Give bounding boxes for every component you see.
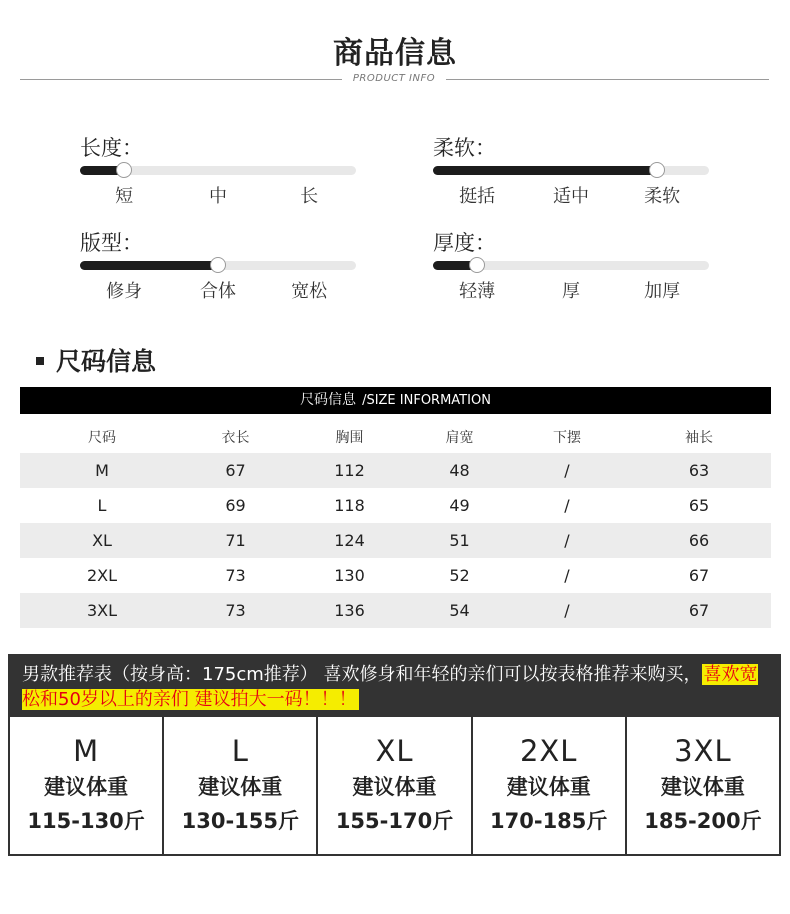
attribute-option: 合体	[200, 281, 236, 302]
recommendation-label: 建议体重	[506, 775, 591, 799]
table-cell: 3XL	[20, 593, 184, 628]
attribute-options	[433, 182, 709, 210]
table-cell: M	[20, 453, 184, 488]
recommendation-size: 3XL	[674, 734, 732, 768]
table-cell: 112	[287, 453, 412, 488]
attribute-label: 版型：	[80, 231, 143, 255]
square-bullet-icon	[36, 357, 44, 365]
table-cell: 118	[334, 496, 365, 515]
table-row	[20, 593, 771, 628]
attribute-label: 柔软：	[433, 136, 496, 160]
column-header: 袖长	[685, 429, 713, 446]
recommendation-weight: 170-185斤	[490, 809, 608, 833]
attribute-option: 长	[300, 186, 319, 207]
table-cell: 124	[287, 523, 412, 558]
table-cell: L	[97, 496, 107, 515]
attribute-option: 轻薄	[459, 281, 496, 302]
table-cell: 67	[688, 566, 710, 585]
recommendation-grid	[10, 717, 779, 854]
attribute-knob	[116, 162, 132, 178]
attribute-track	[80, 166, 356, 175]
recommendation-panel	[8, 654, 781, 856]
table-cell: 69	[225, 496, 246, 515]
table-cell: 67	[184, 453, 287, 488]
table-cell: 52	[449, 566, 470, 585]
page-subtitle: PRODUCT INFO	[352, 73, 436, 84]
attribute-knob	[210, 257, 226, 273]
attribute-length	[80, 134, 356, 210]
table-row	[20, 453, 771, 488]
table-cell: 73	[225, 566, 246, 585]
recommendation-label: 建议体重	[198, 775, 283, 799]
table-cell: 51	[412, 523, 507, 558]
table-cell: 66	[627, 523, 771, 558]
column-header: 下摆	[553, 429, 581, 446]
table-cell: /	[564, 496, 570, 515]
table-row	[20, 558, 771, 593]
attribute-knob	[649, 162, 665, 178]
recommendation-weight: 115-130斤	[27, 809, 145, 833]
attribute-track	[433, 261, 709, 270]
attribute-option: 加厚	[644, 281, 681, 302]
recommendation-intro: 男款推荐表（按身高：175cm推荐） 喜欢修身和年轻的亲们可以按表格推荐来购买，	[22, 664, 702, 685]
attribute-option: 宽松	[291, 281, 328, 302]
attribute-option: 柔软	[644, 186, 681, 207]
recommendation-size: M	[73, 734, 100, 768]
attribute-options	[80, 277, 356, 305]
table-cell: XL	[20, 523, 184, 558]
attribute-options	[433, 277, 709, 305]
table-cell: 54	[412, 593, 507, 628]
recommendation-cell	[10, 717, 162, 854]
column-header: 肩宽	[445, 429, 474, 446]
title-divider-right	[446, 79, 769, 80]
table-cell: /	[564, 566, 570, 585]
recommendation-size: 2XL	[519, 734, 578, 768]
size-banner-cn: 尺码信息	[300, 392, 357, 408]
attribute-label: 厚度：	[433, 231, 496, 255]
recommendation-cell	[473, 717, 625, 854]
table-cell: 73	[184, 593, 287, 628]
recommendation-cell	[318, 717, 470, 854]
table-cell: /	[507, 453, 627, 488]
attribute-options	[80, 182, 356, 210]
attribute-label: 长度：	[80, 136, 143, 160]
attribute-thickness	[433, 229, 709, 305]
table-cell: /	[507, 593, 627, 628]
attribute-knob	[469, 257, 485, 273]
column-header: 尺码	[88, 429, 116, 446]
size-table-header-row	[20, 420, 771, 453]
table-cell: 48	[412, 453, 507, 488]
recommendation-note	[22, 662, 772, 712]
recommendation-size: L	[231, 734, 249, 768]
attribute-fill	[433, 166, 657, 175]
size-banner	[20, 387, 771, 414]
attribute-option: 厚	[562, 281, 580, 302]
attribute-fit	[80, 229, 356, 305]
recommendation-label: 建议体重	[352, 775, 437, 799]
recommendation-size: XL	[375, 734, 414, 768]
attribute-option: 修身	[106, 281, 143, 302]
recommendation-highlight: 喜欢宽松和50岁以上的亲们 建议拍大一码！！！	[22, 664, 758, 710]
attribute-track	[433, 166, 709, 175]
table-cell: /	[507, 523, 627, 558]
table-cell: 67	[627, 593, 771, 628]
recommendation-cell	[627, 717, 779, 854]
recommendation-weight: 130-155斤	[181, 809, 299, 833]
attribute-option: 适中	[553, 186, 589, 207]
recommendation-label: 建议体重	[44, 775, 129, 799]
table-cell: 65	[688, 496, 710, 515]
recommendation-weight: 185-200斤	[644, 809, 762, 833]
attribute-fill	[80, 261, 218, 270]
column-header: 胸围	[335, 429, 364, 446]
attribute-track	[80, 261, 356, 270]
table-cell: 136	[287, 593, 412, 628]
table-row	[20, 523, 771, 558]
recommendation-cell	[164, 717, 316, 854]
size-table	[20, 420, 771, 628]
table-cell: 63	[627, 453, 771, 488]
table-cell: 2XL	[86, 566, 118, 585]
column-header: 衣长	[221, 429, 250, 446]
attribute-option: 中	[209, 186, 227, 207]
size-section-heading	[36, 342, 156, 378]
title-divider-left	[20, 79, 342, 80]
attribute-softness	[433, 134, 709, 210]
size-heading-text: 尺码信息	[56, 347, 157, 376]
recommendation-weight: 155-170斤	[335, 809, 454, 833]
attribute-option: 挺括	[459, 186, 496, 207]
recommendation-label: 建议体重	[660, 775, 745, 799]
size-banner-en: /SIZE INFORMATION	[362, 393, 491, 408]
page-title: 商品信息	[333, 36, 457, 71]
attribute-option: 短	[115, 186, 134, 207]
table-cell: 71	[184, 523, 287, 558]
table-cell: 49	[449, 496, 470, 515]
table-row	[20, 488, 771, 523]
table-cell: 130	[334, 566, 365, 585]
